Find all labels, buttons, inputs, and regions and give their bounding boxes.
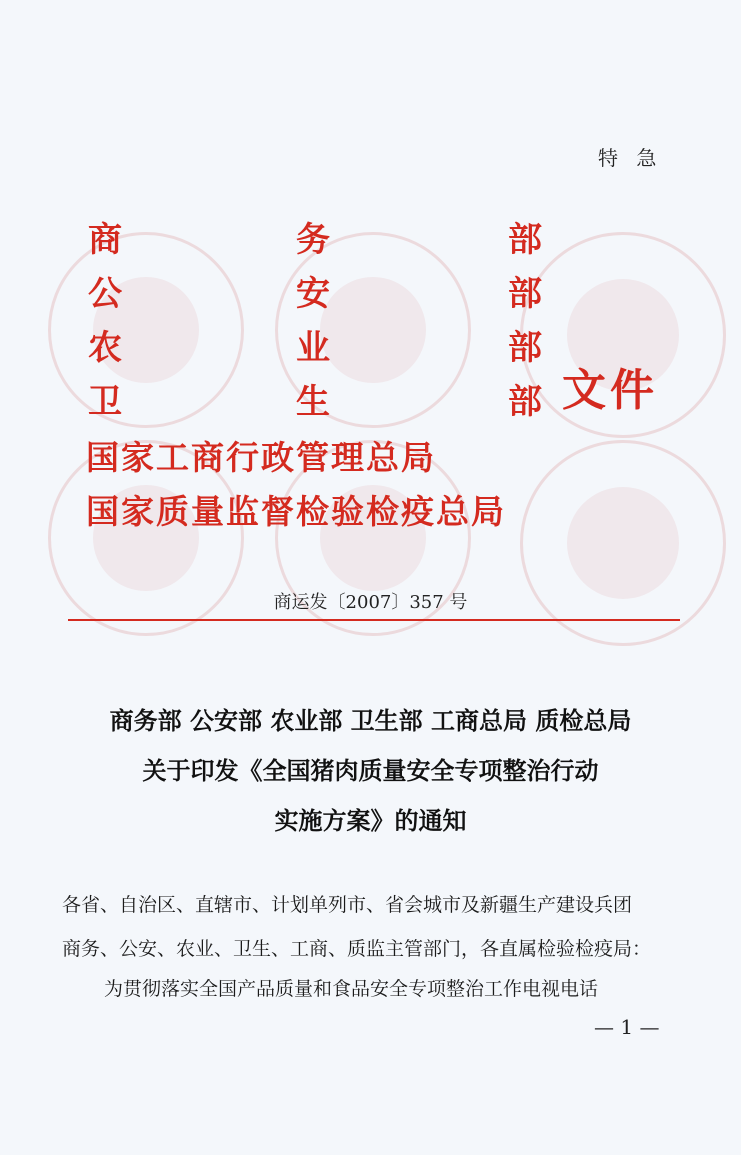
- doc-type-label: 文件: [562, 365, 658, 416]
- issuer-row: [88, 322, 548, 374]
- issuer-char: 部: [508, 274, 542, 314]
- red-divider: [68, 619, 680, 621]
- issuer-char: 务: [296, 220, 330, 260]
- body-text-line: 为贯彻落实全国产品质量和食品安全专项整治工作电视电话: [104, 978, 599, 1000]
- issuer-char: 业: [296, 328, 330, 368]
- recipients-line: 商务、公安、农业、卫生、工商、质监主管部门，各直属检验检疫局：: [62, 938, 652, 960]
- issuer-char: 安: [296, 274, 330, 314]
- issuer-char: 部: [508, 382, 542, 422]
- issuer-char: 卫: [88, 382, 122, 422]
- issuer-row: [88, 268, 548, 320]
- doc-title-line: 商务部 公安部 农业部 卫生部 工商总局 质检总局: [109, 707, 632, 735]
- issuer-char: 公: [88, 274, 122, 314]
- recipients-line: 各省、自治区、直辖市、计划单列市、省会城市及新疆生产建设兵团: [62, 894, 633, 916]
- issuer-full-name: 国家工商行政管理总局: [86, 438, 436, 477]
- issuer-row: [88, 214, 548, 266]
- document-number: 商运发〔2007〕357 号: [273, 592, 468, 613]
- issuer-char: 农: [88, 328, 122, 368]
- page-number: — 1 —: [594, 1015, 660, 1039]
- doc-title-line: 关于印发《全国猪肉质量安全专项整治行动: [142, 757, 599, 785]
- issuer-char: 生: [296, 382, 330, 422]
- urgency-label: 特 急: [598, 146, 663, 170]
- issuer-full-name: 国家质量监督检验检疫总局: [86, 492, 506, 531]
- issuer-char: 部: [508, 220, 542, 260]
- issuer-char: 商: [88, 220, 122, 260]
- issuer-row: [88, 376, 548, 428]
- doc-title-line: 实施方案》的通知: [274, 807, 467, 835]
- issuer-char: 部: [508, 328, 542, 368]
- seal-watermark: [520, 440, 726, 646]
